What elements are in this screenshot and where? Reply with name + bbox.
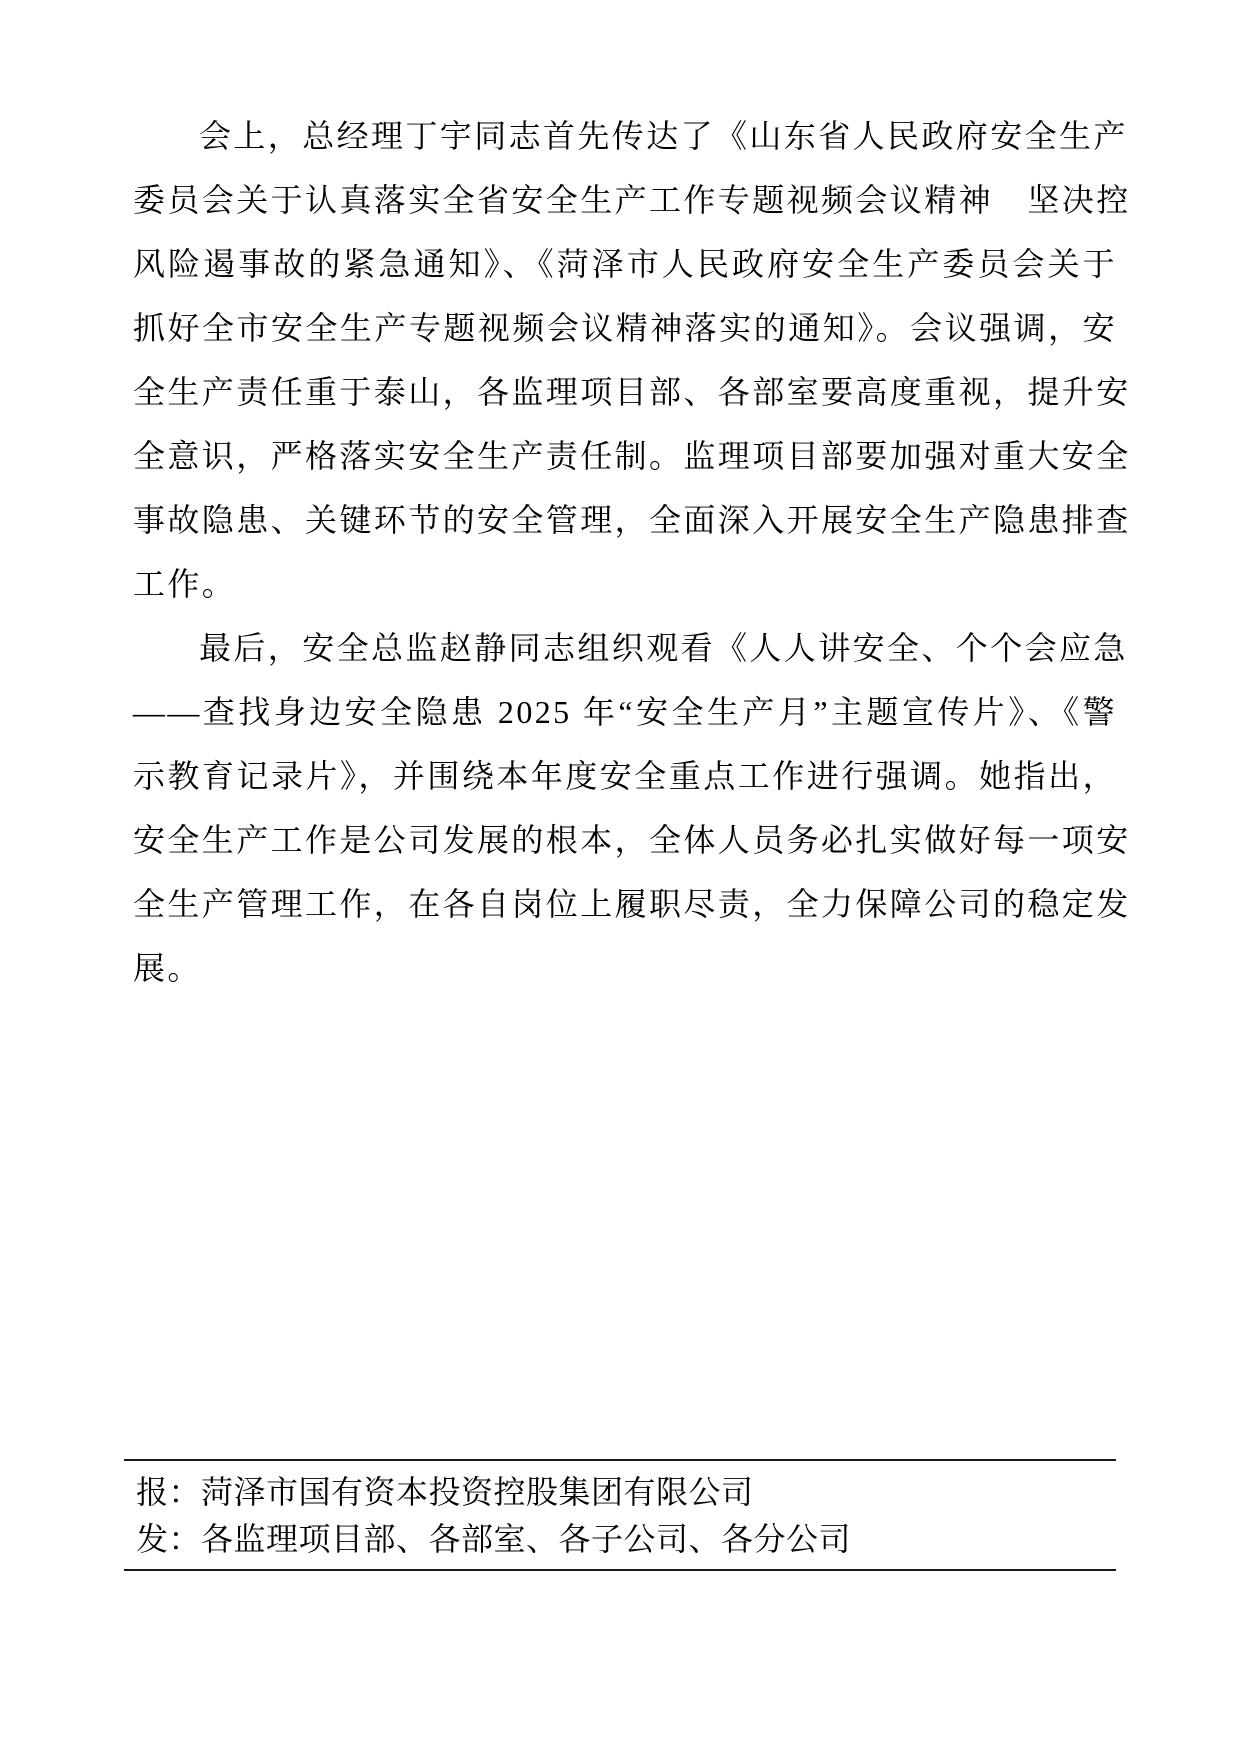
footer-distribution-line: 发：各监理项目部、各部室、各子公司、各分公司 (136, 1521, 852, 1557)
distribution-footer (124, 1459, 1116, 1571)
body-line: ——查找身边安全隐患 2025 年“安全生产月”主题宣传片》、《警 (133, 694, 1117, 730)
body-line: 工作。 (133, 566, 237, 602)
body-line: 风险遏事故的紧急通知》、《菏泽市人民政府安全生产委员会关于 (133, 246, 1117, 282)
body-line: 抓好全市安全生产专题视频会议精神落实的通知》。会议强调，安 (133, 310, 1117, 346)
paragraph-closing-remarks (133, 616, 1131, 1000)
body-line: 委员会关于认真落实全省安全生产工作专题视频会议精神 坚决控 (133, 182, 1131, 218)
body-line: 会上，总经理丁宇同志首先传达了《山东省人民政府安全生产 (199, 118, 1128, 154)
body-line: 安全生产工作是公司发展的根本，全体人员务必扎实做好每一项安 (133, 822, 1131, 858)
body-line: 全意识，严格落实安全生产责任制。监理项目部要加强对重大安全 (133, 438, 1131, 474)
paragraph-meeting-summary (133, 104, 1131, 616)
body-line: 全生产责任重于泰山，各监理项目部、各部室要高度重视，提升安 (133, 374, 1131, 410)
body-line: 全生产管理工作，在各自岗位上履职尽责，全力保障公司的稳定发 (133, 886, 1131, 922)
body-line: 展。 (133, 950, 202, 986)
document-body (133, 104, 1131, 1000)
footer-report-line: 报：菏泽市国有资本投资控股集团有限公司 (136, 1474, 754, 1510)
body-line: 事故隐患、关键环节的安全管理，全面深入开展安全生产隐患排查 (133, 502, 1131, 538)
body-line: 示教育记录片》，并围绕本年度安全重点工作进行强调。她指出， (133, 758, 1117, 794)
body-line: 最后，安全总监赵静同志组织观看《人人讲安全、个个会应急 (199, 630, 1128, 666)
